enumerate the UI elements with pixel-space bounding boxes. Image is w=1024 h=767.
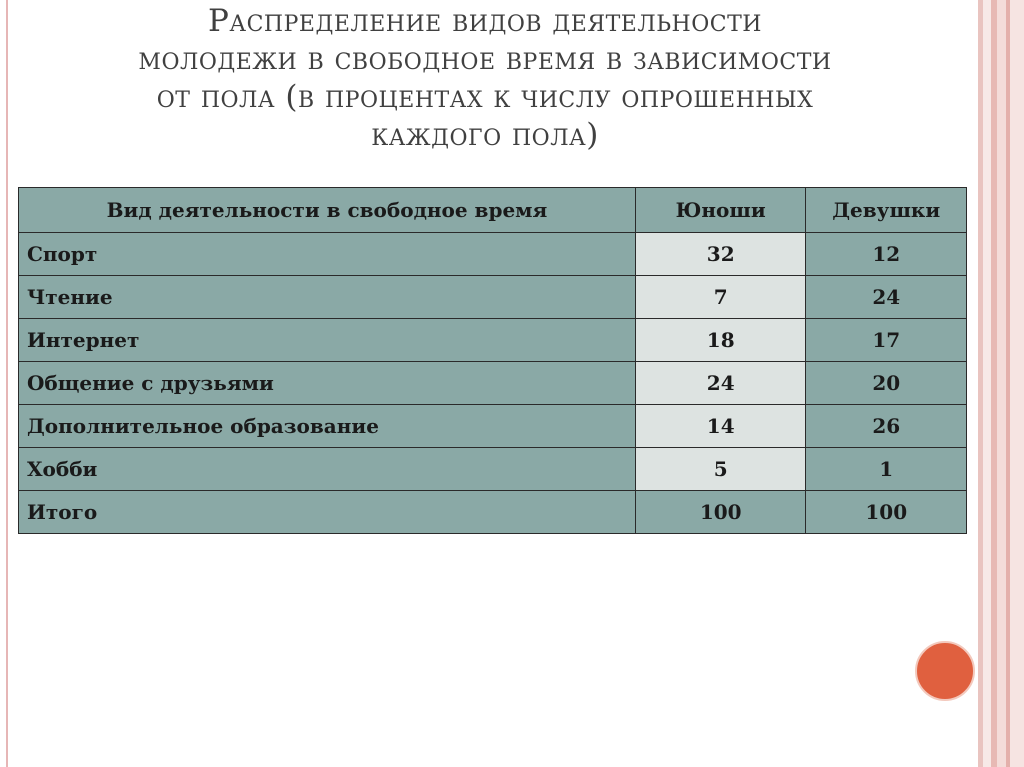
table-header-row [19,188,967,233]
title-line-4: каждого пола) [371,117,599,153]
activity-cell: Интернет [19,319,636,362]
boys-total-cell: 100 [635,491,806,534]
decorative-stripe [1010,0,1024,767]
table-row [19,233,967,276]
table-row [19,276,967,319]
activity-table [18,187,967,534]
header-activity: Вид деятельности в свободное время [19,188,636,233]
activity-cell: Спорт [19,233,636,276]
activity-cell: Дополнительное образование [19,405,636,448]
girls-total-cell: 100 [806,491,967,534]
title-line-3: от пола (в процентах к числу опрошенных [156,79,814,115]
table-total-row [19,491,967,534]
boys-cell: 7 [635,276,806,319]
boys-cell: 5 [635,448,806,491]
decorative-stripe [983,0,991,767]
activity-cell: Чтение [19,276,636,319]
header-girls: Девушки [806,188,967,233]
slide-title [20,2,950,154]
title-line-2: молодежи в свободное время в зависимости [138,41,832,77]
boys-cell: 14 [635,405,806,448]
table-row [19,405,967,448]
table-row [19,362,967,405]
girls-cell: 17 [806,319,967,362]
girls-cell: 1 [806,448,967,491]
girls-cell: 26 [806,405,967,448]
boys-cell: 24 [635,362,806,405]
activity-cell: Общение с друзьями [19,362,636,405]
title-line-1: Распределение видов деятельности [208,3,762,39]
activity-cell: Хобби [19,448,636,491]
girls-cell: 12 [806,233,967,276]
table-row [19,319,967,362]
left-border-line [6,0,8,767]
total-label-cell: Итого [19,491,636,534]
boys-cell: 32 [635,233,806,276]
girls-cell: 20 [806,362,967,405]
table-row [19,448,967,491]
decorative-circle [915,641,975,701]
boys-cell: 18 [635,319,806,362]
header-boys: Юноши [635,188,806,233]
girls-cell: 24 [806,276,967,319]
decorative-stripe [997,0,1006,767]
